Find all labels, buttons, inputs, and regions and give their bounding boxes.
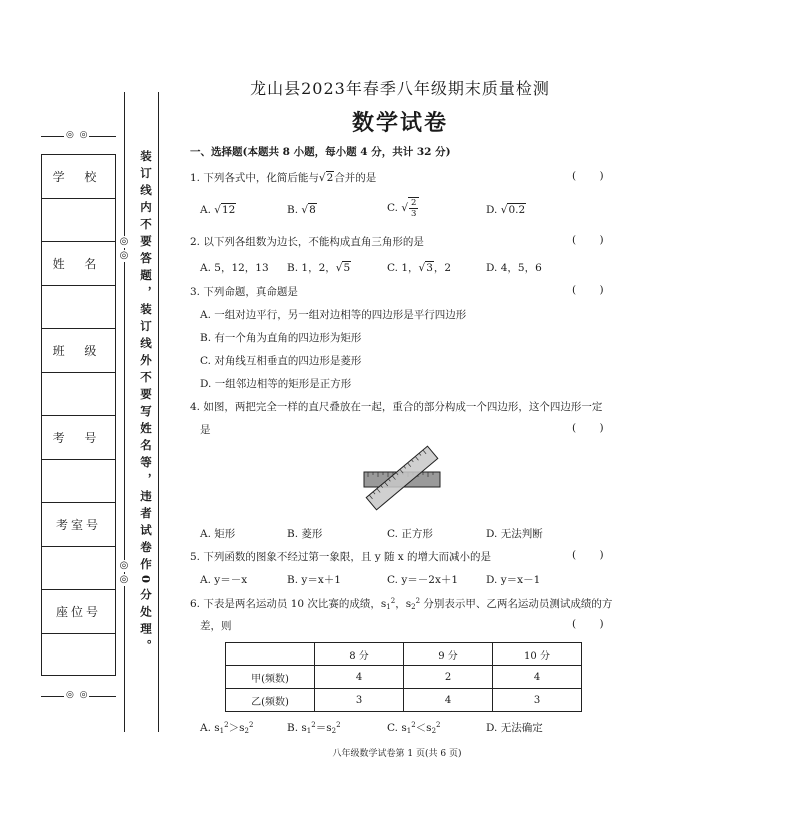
- option-c: C. 对角线互相垂直的四边形是菱形: [200, 355, 362, 367]
- binding-line-right: [158, 92, 159, 732]
- option-a: A. 矩形: [200, 528, 236, 540]
- option-d: D. 无法确定: [486, 722, 543, 734]
- option-d: D. 无法判断: [486, 528, 543, 540]
- table-row: [226, 666, 582, 689]
- answer-blank[interactable]: ( ): [572, 170, 604, 182]
- table-header-row: [226, 643, 582, 666]
- option-d: D. √0.2: [486, 204, 526, 216]
- table-cell: 3: [315, 689, 404, 712]
- option-b: B. 有一个角为直角的四边形为矩形: [200, 332, 362, 344]
- option-c: C. √ $\frac{2}{3}$: [387, 197, 419, 219]
- table-cell: 3: [493, 689, 582, 712]
- field-name-input[interactable]: [42, 286, 115, 330]
- option-b: B. 菱形: [287, 528, 323, 540]
- table-cell: 乙(频数): [226, 689, 315, 712]
- answer-blank[interactable]: ( ): [572, 422, 604, 434]
- exam-header-title: 龙山县2023年春季八年级期末质量检测: [250, 79, 550, 98]
- overlapping-rulers-figure: [360, 442, 444, 512]
- bottom-ornament-icon: ◎ ◎: [66, 690, 88, 700]
- option-a: A. $s_1^2>s_2^2$: [200, 721, 254, 735]
- answer-blank[interactable]: ( ): [572, 234, 604, 246]
- score-table: [225, 642, 582, 712]
- answer-blank[interactable]: ( ): [572, 284, 604, 296]
- field-name-label: 姓 名: [42, 242, 115, 286]
- page-footer: 八年级数学试卷第 1 页(共 6 页): [332, 749, 462, 759]
- question-6-stem-cont: 差，则: [200, 620, 232, 632]
- binding-circle-icon: ◎: [119, 560, 129, 571]
- option-c: C. 正方形: [387, 528, 433, 540]
- binding-circle-icon: ◎: [119, 236, 129, 247]
- question-1-stem: 1. 下列各式中，化简后能与√2合并的是: [190, 172, 377, 184]
- question-2-stem: 2. 以下列各组数为边长，不能构成直角三角形的是: [190, 236, 424, 248]
- table-cell: 10 分: [493, 643, 582, 666]
- question-6-stem: 6. 下表是两名运动员 10 次比赛的成绩，$s_1^2$，$s_2^2$ 分别表示甲、乙两名运动员测试成绩的方: [190, 597, 613, 611]
- option-d: D. y＝x－1: [486, 574, 541, 586]
- table-cell: [226, 643, 315, 666]
- field-school-label: 学 校: [42, 155, 115, 199]
- option-c: C. 1，√3，2: [387, 262, 452, 274]
- option-b: B. $s_1^2=s_2^2$: [287, 721, 341, 735]
- field-seat-input[interactable]: [42, 634, 115, 678]
- option-b: B. y＝x＋1: [287, 574, 341, 586]
- section-title: 一、选择题(本题共 8 小题，每小题 4 分，共计 32 分): [190, 146, 451, 158]
- question-4-stem: 4. 如图，两把完全一样的直尺叠放在一起，重合的部分构成一个四边形，这个四边形一定: [190, 401, 603, 413]
- binding-circle-icon: ◎: [119, 574, 129, 585]
- binding-circle-icon: ◎: [119, 250, 129, 261]
- option-a: A. √12: [200, 204, 236, 216]
- field-class-input[interactable]: [42, 373, 115, 417]
- field-school-input[interactable]: [42, 199, 115, 243]
- answer-blank[interactable]: ( ): [572, 549, 604, 561]
- option-c: C. y＝－2x＋1: [387, 574, 459, 586]
- option-a: A. y＝－x: [200, 574, 248, 586]
- table-cell: 9 分: [404, 643, 493, 666]
- answer-blank[interactable]: ( ): [572, 618, 604, 630]
- field-exam-number-input[interactable]: [42, 460, 115, 504]
- table-row: [226, 689, 582, 712]
- option-b: B. 1，2，√5: [287, 262, 351, 274]
- option-a: A. 5，12，13: [200, 262, 269, 274]
- option-b: B. √8: [287, 204, 316, 216]
- table-cell: 8 分: [315, 643, 404, 666]
- table-cell: 4: [404, 689, 493, 712]
- option-a: A. 一组对边平行，另一组对边相等的四边形是平行四边形: [200, 309, 467, 321]
- field-exam-number-label: 考 号: [42, 416, 115, 460]
- table-cell: 4: [315, 666, 404, 689]
- question-3-stem: 3. 下列命题，真命题是: [190, 286, 298, 298]
- question-4-stem-cont: 是: [200, 424, 211, 436]
- field-exam-room-label: 考室号: [42, 503, 115, 547]
- field-class-label: 班 级: [42, 329, 115, 373]
- exam-subject-title: 数学试卷: [351, 110, 448, 136]
- field-exam-room-input[interactable]: [42, 547, 115, 591]
- binding-notice: 装订线内不要答题，装订线外不要写姓名等，违者试卷作0分处理。: [139, 150, 153, 657]
- option-c: C. $s_1^2<s_2^2$: [387, 721, 441, 735]
- student-info-box: [41, 154, 116, 676]
- option-d: D. 一组邻边相等的矩形是正方形: [200, 378, 352, 390]
- option-d: D. 4，5，6: [486, 262, 542, 274]
- table-cell: 甲(频数): [226, 666, 315, 689]
- question-5-stem: 5. 下列函数的图象不经过第一象限，且 y 随 x 的增大而减小的是: [190, 551, 492, 563]
- table-cell: 2: [404, 666, 493, 689]
- table-cell: 4: [493, 666, 582, 689]
- field-seat-label: 座位号: [42, 590, 115, 634]
- top-ornament-icon: ◎ ◎: [66, 130, 88, 140]
- binding-line-left: [124, 92, 125, 732]
